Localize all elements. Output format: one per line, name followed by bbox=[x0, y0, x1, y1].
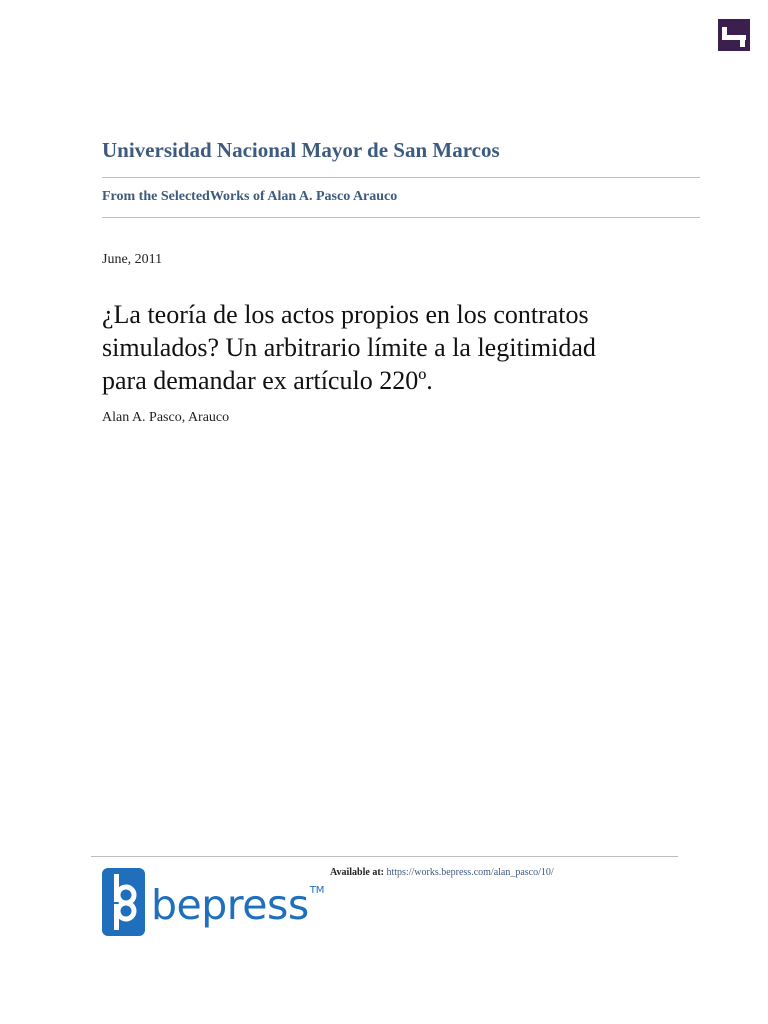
publication-date: June, 2011 bbox=[102, 252, 163, 267]
available-url-link[interactable]: https://works.bepress.com/alan_pasco/10/ bbox=[386, 867, 554, 878]
selectedworks-corner-icon bbox=[718, 19, 750, 51]
document-title-line: simulados? Un arbitrario límite a la legitimidad bbox=[102, 333, 596, 362]
collection-link[interactable]: From the SelectedWorks of Alan A. Pasco Arauco bbox=[102, 189, 398, 204]
footer-divider bbox=[91, 856, 678, 857]
document-title-line: para demandar ex artículo 220º. bbox=[102, 366, 433, 395]
trademark-symbol: TM bbox=[309, 884, 325, 896]
document-title-line: ¿La teoría de los actos propios en los contratos bbox=[102, 300, 589, 329]
bepress-bp-icon bbox=[102, 868, 145, 936]
divider bbox=[102, 177, 700, 178]
divider bbox=[102, 217, 700, 218]
institution-name[interactable]: Universidad Nacional Mayor de San Marcos bbox=[102, 138, 500, 162]
bepress-wordmark: bepress bbox=[151, 880, 309, 929]
document-title bbox=[102, 298, 702, 397]
availability-line bbox=[330, 867, 554, 878]
available-label: Available at: bbox=[330, 867, 384, 878]
bepress-logo[interactable] bbox=[102, 868, 324, 936]
author-name[interactable]: Alan A. Pasco, Arauco bbox=[102, 410, 230, 425]
